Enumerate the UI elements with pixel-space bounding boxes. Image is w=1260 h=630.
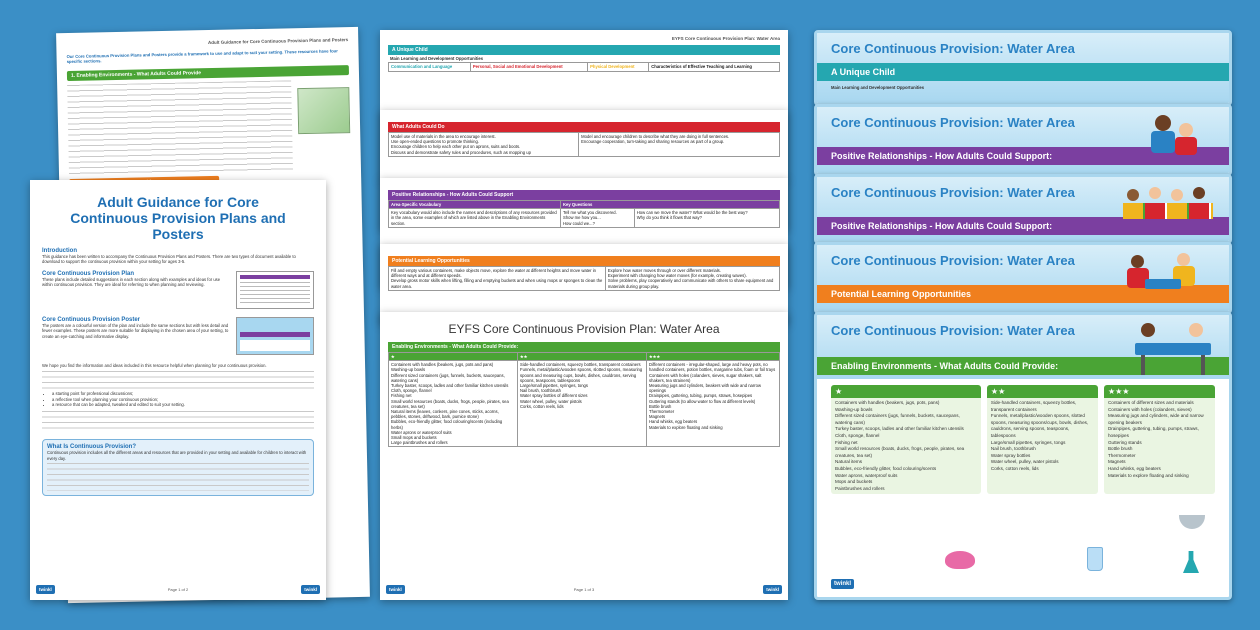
provision-column [987,385,1098,494]
list-item: Water spray bottles of different sizes [520,393,588,399]
list-item: Large paintbrushes and rollers [391,440,448,446]
provision-column [1104,385,1215,494]
jug-illustration [1087,547,1103,571]
relationships-table [388,200,780,228]
poster-band: Enabling Environments - What Adults Could Provide: [817,357,1229,375]
list-item: Bottle brush [1107,446,1133,452]
question-item: Tell me what you discovered. [563,210,617,216]
children-illustration [1123,185,1213,233]
text-lines [42,371,314,389]
list-item: Washing-up bowls [835,406,873,412]
list-item: Drainpipes, guttering, tubing, pumps, straws, hosepipes [1107,426,1199,438]
list-item: Drainpipes, guttering, tubing, pumps, straws, hosepipes [649,393,753,399]
list-item: Magnets [649,414,666,420]
list-item: Water wheel, pulley, water pistols [520,398,582,404]
poster-title: Core Continuous Provision: Water Area [831,41,1075,56]
list-item: Containers of different sizes and materials [1107,400,1194,405]
colander-illustration [1179,515,1205,529]
list-item: Develop gross motor skills when lifting, filling and emptying buckets and when using mops or sponges to clean the water area. [391,278,603,289]
list-item: Nail brush, toothbrush [990,446,1036,452]
list-item: Containers with handles (beakers, jugs, pots and pans) [391,362,494,368]
poster-relationships-2 [814,174,1232,244]
poster-header [817,177,1229,241]
twinkl-logo: twinkl [301,585,320,594]
poster-thumbnail [236,317,314,355]
section-bar-enabling: 1. Enabling Environments - What Adults Could Provide [67,65,349,81]
box-text: Continuous provision includes all the different areas and resources that are provided in your setting and available for children to interact with every day. [47,450,307,461]
twinkl-logo: twinkl [831,579,854,589]
page-header: EYFS Core Continuous Provision Plan: Water Area [671,36,780,41]
list-item: Solve problems, play cooperatively and communicate with others to share equipment and materials during group play. [607,278,774,289]
page-footer [386,585,782,594]
list-item: Washing-up bowls [391,367,426,373]
list-item: Bubbles, eco-friendly glitter, food colouring/scents (including herbs) [391,419,503,430]
list-item: Side-handled containers, squeezy bottles, transparent containers [520,362,641,368]
question-item: Show me how you... [563,215,601,221]
list-item: Small mops and buckets [391,435,437,441]
poster-band: Positive Relationships - How Adults Could Support: [817,217,1229,235]
list-item: Bubbles, eco-friendly glitter, food colouring/scents [835,465,937,471]
provision-column [389,361,518,447]
poster-band: Potential Learning Opportunities [817,285,1229,303]
list-item: Fill and empty various containers, make objects move, explore the water at different heights and move water in different ways and at different speeds. [391,268,596,279]
list-item: Hand whisks, egg beaters [649,419,698,425]
list-item: Model use of materials in the area to encourage interest. [391,134,496,139]
col-header: Personal, Social and Emotional Development [470,63,587,71]
list-item: Water wheel, pulley, water pistols [990,459,1059,465]
question-item: How could we...? [563,220,595,226]
poster-subtitle: Main Learning and Development Opportunities [831,85,925,90]
poster-relationships-1 [814,104,1232,176]
learning-table [388,266,780,291]
water-tray-illustration [1131,321,1215,377]
bullet-list [42,391,314,407]
poster-text: The posters are a colourful version of the plan and include the same sections but with less detail and fewer examples. These posters are more suitable for displaying in the chosen area of your setting, to create an eye-catching and informative display. [42,322,229,339]
star-header: ★★ [987,385,1098,398]
twinkl-logo: twinkl [763,585,782,594]
list-item: Corks, cotton reels, lids [520,403,564,409]
list-item: Cloth, sponge, flannel [391,388,432,394]
vocab-text: Key vocabulary would also include the names and descriptions of any resources provided in the area, some examples of which are listed above in the Enabling Environments section. [389,209,561,228]
list-item: Different containers - irregular-shaped, large and heavy pots, no handled containers, potion bottles, margarine tubs, foam or foil trays [649,362,776,373]
list-item: Model and encourage children to describe what they are doing in full sentences. [581,134,730,139]
provision-column [831,385,981,494]
page-title: Adult Guidance for Core Continuous Provision Plans and Posters [70,194,286,242]
star-header: ★★★ [1104,385,1215,398]
text-lines [47,463,309,491]
page-number: Page 1 of 2 [167,587,189,592]
list-item: Different sized containers (jugs, funnels, buckets, saucepans, watering cans) [835,413,960,425]
page-footer [36,585,320,594]
list-item: Large/small pipettes, syringes, tongs [990,439,1066,445]
poster-title: Core Continuous Provision: Water Area [831,115,1075,130]
provision-table [388,352,780,447]
page-header: Adult Guidance for Core Continuous Provision Plans and Posters [207,37,349,46]
poster-title: Core Continuous Provision: Water Area [831,185,1075,200]
list-item: Different sized containers (jugs, funnels, buckets, saucepans, watering cans) [391,372,505,383]
intro-heading: Introduction [42,248,77,254]
poster-unique-child [814,30,1232,106]
list-item: Encourage children to help each other put on aprons, suits and boots. [391,144,521,150]
list-item: Bottle brush [649,403,672,409]
list-item: Corks, cotton reels, lids [990,465,1039,471]
star-header: ★★★ [647,353,780,361]
list-item: Thermometer [649,409,675,415]
list-item: Small world resources (boats, ducks, frogs, people, pirates, sea creatures, tea set) [835,446,965,458]
intro-text: This guidance has been written to accompany the Continuous Provision Plans and Posters. There are two types of document available to download to support the continuous provision within your setting for ages 3-5. [42,254,296,265]
list-item: Guttering stands [1107,439,1142,445]
list-item: Containers with handles (beakers, jugs, pots, pans) [835,400,940,405]
list-item: Discuss and demonstrate safety rules and procedures, such as mopping up [391,149,531,155]
poster-learning [814,242,1232,314]
list-item: Fishing net [835,439,858,445]
list-item: Water spray bottles [990,452,1031,458]
text-lines [42,411,314,433]
page-number: Page 1 of 3 [573,587,595,592]
info-box [42,439,314,496]
poster-band: A Unique Child [817,63,1229,81]
poster-band: Positive Relationships - How Adults Could Support: [817,147,1229,165]
children-illustration [1145,113,1205,163]
plan-heading: Core Continuous Provision Plan [42,270,135,277]
twinkl-logo: twinkl [36,585,55,594]
plan-title: EYFS Core Continuous Provision Plan: Water Area [448,322,720,336]
provision-column [647,361,780,447]
adults-do-table [388,132,780,157]
list-item: Experiment with changing how water moves (for example, creating waves). [607,273,747,279]
provision-columns [831,385,1215,494]
list-item: Use open-ended questions to promote thinking. [391,139,479,145]
col-header: Communication and Language [389,63,471,71]
poster-header [817,245,1229,311]
poster-heading: Core Continuous Provision Poster [42,316,141,323]
box-heading: What Is Continuous Provision? [47,444,136,451]
col-header: Key Questions [561,201,780,209]
areas-table [388,62,780,71]
bullet-item: • a reflective tool when planning your continuous provision; [52,397,314,402]
text-lines [67,80,293,175]
plan-text: These plans include detailed suggestions in each section along with examples and ideas for use within continuous provision. They are ideal for referring to when planning and reviewing. [42,276,221,288]
teapot-illustration [945,551,975,569]
list-item: Cloth, sponge, flannel [835,432,880,438]
poster-enabling [814,312,1232,600]
list-item: Small world resources (boats, ducks, frogs, people, pirates, sea creatures, tea set) [391,398,509,409]
thumbnail-image [297,87,350,134]
list-item: Paintbrushes and rollers [835,485,885,491]
list-item: Containers with holes (colanders, sieves) [1107,406,1192,412]
intro-text: Our Core Continuous Provision Plans and Posters provide a framework to use and adapt to suit your setting. These resources have four specific sections. [66,48,338,65]
plan-page-front [380,312,788,600]
section-bar-adults-do: What Adults Could Do [388,122,780,132]
twinkl-logo: twinkl [386,585,405,594]
list-item: Guttering stands (to allow water to flow at different levels) [649,398,756,404]
section-body [57,79,361,175]
list-item: Nail brush, toothbrush [520,388,561,394]
list-item: Water aprons, waterproof suits [835,472,898,478]
bullet-item: • a resource that can be adapted, tweaked and edited to suit your setting. [52,402,314,407]
list-item: Containers with holes (colanders, sieves, sugar shakers, salt shakers, tea strainers) [649,372,762,383]
list-item: Large/small pipettes, syringes, tongs [520,383,588,389]
list-item: Thermometer [1107,452,1136,458]
list-item: Turkey baster, scoops, ladles and other familiar kitchen utensils [835,426,964,432]
list-item: Mops and buckets [835,479,873,485]
list-item: Magnets [1107,459,1126,465]
col-header: Area-Specific Vocabulary [389,201,561,209]
flask-illustration [1183,551,1199,573]
list-item: Hand whisks, egg beaters [1107,465,1161,471]
star-header: ★ [389,353,518,361]
star-header: ★★ [518,353,647,361]
list-item: Materials to explore floating and sinking [1107,472,1189,478]
list-item: Measuring jugs and cylinders, beakers with wide and narrow openings [649,383,761,394]
list-item: Natural items [835,459,863,465]
list-item: Explore how water moves through or over different materials. [607,268,721,273]
col-header: Characteristics of Effective Teaching and Learning [649,63,780,71]
plan-thumbnail [236,271,314,309]
question-item: How can we move the water? What would be the best way? [636,210,748,216]
list-item: Materials to explore floating and sinking [649,424,723,430]
question-item: Why do you think it flows that way? [636,215,702,221]
children-illustration [1125,249,1205,303]
hope-text: We hope you find the information and ideas included in this resource helpful when planning for your continuous provision. [42,362,267,368]
guidance-page-front [30,180,326,600]
section-bar-learning: Potential Learning Opportunities [388,256,780,266]
list-item: Natural items (leaves, conkers, pine cones, sticks, acorns, pebbles, stones, driftwood, bark, pumice stone) [391,409,499,420]
list-item: Measuring jugs and cylinders, wide and narrow opening beakers [1107,413,1204,425]
star-header: ★ [831,385,981,398]
section-bar-relationships: Positive Relationships - How Adults Could Support [388,190,780,200]
section-bar-unique-child: A Unique Child [388,45,780,55]
list-item: Turkey baster, scoops, ladles and other familiar kitchen utensils [391,383,509,389]
bullet-item: • a starting point for professional discussions; [52,391,314,396]
list-item: Fishing net [391,393,412,399]
provision-column [518,361,647,447]
poster-title: Core Continuous Provision: Water Area [831,253,1075,268]
col-header: Physical Development [588,63,649,71]
poster-header [817,107,1229,173]
poster-header [817,33,1229,103]
list-item: Funnels, metal/plastic/wooden spoons, slotted spoons, measuring spoons and measuring cups, bowls, dishes, cauldrons, serving spoons, teaspoons, tablespoons [520,367,643,383]
list-item: Water aprons or waterproof suits [391,429,452,435]
list-item: Side-handled containers, squeezy bottles, transparent containers [990,400,1077,412]
list-item: Funnels, metal/plastic/wooden spoons, slotted spoons, measuring spoons/cups, bowls, dishes, cauldrons, serving spoons, teaspoons, tablespoons [990,413,1089,438]
poster-title: Core Continuous Provision: Water Area [831,323,1075,338]
list-item: Encourage cooperation, turn-taking and sharing resources as part of a group. [581,139,725,145]
section-bar-enabling: Enabling Environments - What Adults Could Provide: [388,342,780,352]
section-subtitle: Main Learning and Development Opportunities [390,56,484,61]
